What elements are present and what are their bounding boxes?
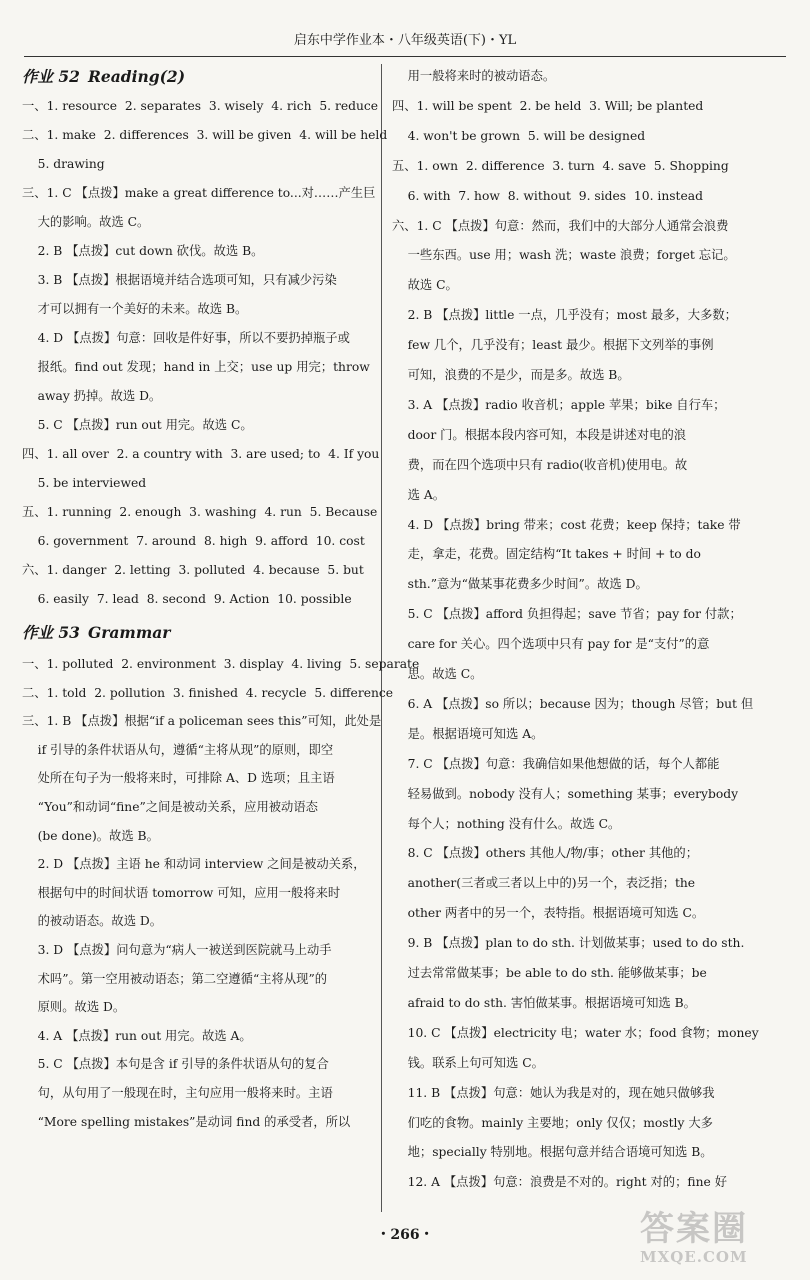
answer-line: 2. B 【点拨】cut down 砍伐。故选 B。 [22, 244, 264, 258]
answer-line: 术吗”。第一空用被动语态；第二空遵循“主将从现”的 [22, 971, 328, 986]
answer-line: 思。故选 C。 [392, 667, 483, 681]
answer-line: 5. C 【点拨】afford 负担得起；save 节省；pay for 付款； [392, 607, 742, 622]
answer-line: 是。根据语境可知选 A。 [392, 726, 544, 741]
answer-line: care for 关心。四个选项中只有 pay for 是“支付”的意 [392, 637, 710, 652]
page-number: ・266・ [376, 1227, 434, 1243]
answer-line: if 引导的条件状语从句，遵循“主将从现”的原则，即空 [22, 742, 334, 757]
answer-line: 才可以拥有一个美好的未来。故选 B。 [22, 302, 248, 316]
answer-line: 二、1. make 2. differences 3. will be given 4. will be held [22, 128, 388, 142]
answer-line: 4. A 【点拨】run out 用完。故选 A。 [22, 1028, 252, 1043]
answer-line: 过去常常做某事；be able to do sth. 能够做某事；be [392, 966, 707, 980]
answer-line: 12. A 【点拨】句意：浪费是不对的。right 对的；fine 好 [392, 1175, 727, 1190]
answer-line: 走，拿走，花费。固定结构“It takes + 时间 + to do [392, 547, 701, 562]
answer-line: 8. C 【点拨】others 其他人/物/事；other 其他的； [392, 846, 699, 861]
answer-line: 五、1. running 2. enough 3. washing 4. run 5. Because [22, 505, 378, 519]
column-divider [381, 64, 382, 1212]
answer-line: 一、1. resource 2. separates 3. wisely 4. rich 5. reduce [22, 99, 379, 113]
answer-line: 6. A 【点拨】so 所以；because 因为；though 尽管；but 但 [392, 696, 754, 711]
section-number: 作业 53 [22, 623, 80, 642]
answer-line: 六、1. danger 2. letting 3. polluted 4. because 5. but [22, 563, 364, 577]
answer-line: 的被动语态。故选 D。 [22, 914, 163, 929]
answer-line: 3. A 【点拨】radio 收音机；apple 苹果；bike 自行车； [392, 397, 726, 412]
answer-line: 钱。联系上句可知选 C。 [392, 1055, 544, 1070]
answer-line: 11. B 【点拨】句意：她认为我是对的，现在她只做够我 [392, 1085, 715, 1100]
answer-line: door 门。根据本段内容可知，本段是讲述对电的浪 [392, 427, 687, 442]
section-number: 作业 52 [22, 67, 80, 86]
section-title: Reading(2) [87, 67, 186, 86]
answer-line: “More spelling mistakes”是动词 find 的承受者，所以 [22, 1114, 351, 1129]
answer-line: 4. won't be grown 5. will be designed [392, 128, 646, 143]
answer-line: afraid to do sth. 害怕做某事。根据语境可知选 B。 [392, 995, 696, 1010]
answer-line: 原则。故选 D。 [22, 1000, 126, 1015]
answer-line: 一些东西。use 用；wash 洗；waste 浪费；forget 忘记。 [392, 248, 736, 263]
answer-line: 费，而在四个选项中只有 radio(收音机)使用电。故 [392, 457, 688, 472]
answer-line: 7. C 【点拨】句意：我确信如果他想做的话，每个人都能 [392, 756, 720, 771]
answer-line: 可知，浪费的不是少，而是多。故选 B。 [392, 368, 630, 382]
answer-line: 二、1. told 2. pollution 3. finished 4. recycle 5. difference [22, 685, 394, 700]
answer-line: 根据句中的时间状语 tomorrow 可知，应用一般将来时 [22, 885, 341, 900]
answer-line: 用一般将来时的被动语态。 [392, 69, 556, 83]
answer-line: other 两者中的另一个，表特指。根据语境可知选 C。 [392, 906, 705, 921]
answer-line: 三、1. B 【点拨】根据“if a policeman sees this”可知，此处是 [22, 714, 382, 729]
answer-line: 2. B 【点拨】little 一点，几乎没有；most 最多，大多数； [392, 308, 737, 323]
answer-line: 句，从句用了一般现在时，主句应用一般将来时。主语 [22, 1086, 333, 1100]
answer-line: 5. C 【点拨】本句是含 if 引导的条件状语从句的复合 [22, 1057, 329, 1072]
answer-line: 4. D 【点拨】bring 带来；cost 花费；keep 保持；take 带 [392, 517, 741, 532]
answer-line: 9. B 【点拨】plan to do sth. 计划做某事；used to do sth. [392, 936, 745, 951]
header-title: 启东中学作业本・八年级英语(下)・YL [293, 33, 517, 48]
answer-line: “You”和动词“fine”之间是被动关系，应用被动语态 [22, 800, 318, 814]
answer-line: 5. be interviewed [22, 476, 147, 490]
section-heading-52 [22, 66, 185, 88]
answer-line: sth.”意为“做某事花费多少时间”。故选 D。 [392, 577, 648, 592]
watermark-text: 答案圈 [640, 1209, 748, 1249]
answer-line: 地；specially 特别地。根据句意并结合语境可知选 B。 [392, 1145, 713, 1160]
answer-line: 6. government 7. around 8. high 9. afford 10. cost [22, 534, 365, 548]
answer-line: 4. D 【点拨】句意：回收是件好事，所以不要扔掉瓶子或 [22, 331, 350, 345]
answer-line: 报纸。find out 发现；hand in 上交；use up 用完；throw [22, 360, 370, 374]
section-heading-53 [22, 622, 170, 644]
answer-line: 大的影响。故选 C。 [22, 215, 150, 229]
watermark-domain: MXQE.COM [640, 1248, 748, 1266]
answer-line: 五、1. own 2. difference 3. turn 4. save 5. Shopping [392, 158, 729, 173]
answer-line: 5. C 【点拨】run out 用完。故选 C。 [22, 418, 253, 432]
answer-line: 选 A。 [392, 487, 446, 502]
answer-line: 10. C 【点拨】electricity 电；water 水；food 食物；money [392, 1025, 759, 1040]
answer-line: (be done)。故选 B。 [22, 828, 159, 843]
answer-line: another(三者或三者以上中的)另一个，表泛指；the [392, 876, 696, 891]
answer-line: 处所在句子为一般将来时，可排除 A、D 选项；且主语 [22, 771, 335, 786]
answer-line: 四、1. all over 2. a country with 3. are used; to 4. If you [22, 447, 380, 461]
answer-line: 3. D 【点拨】问句意为“病人一被送到医院就马上动手 [22, 943, 332, 957]
answer-line: 四、1. will be spent 2. be held 3. Will; be planted [392, 98, 704, 113]
answer-line: 轻易做到。nobody 没有人；something 某事；everybody [392, 786, 739, 801]
answer-line: 6. easily 7. lead 8. second 9. Action 10. possible [22, 592, 352, 606]
answer-line: 六、1. C 【点拨】句意：然而，我们中的大部分人通常会浪费 [392, 218, 729, 233]
answer-line: 5. drawing [22, 157, 105, 171]
answer-line: 3. B 【点拨】根据语境并结合选项可知，只有减少污染 [22, 273, 337, 287]
answer-line: 三、1. C 【点拨】make a great difference to...对……产生巨 [22, 186, 376, 200]
answer-line: 6. with 7. how 8. without 9. sides 10. instead [392, 188, 703, 203]
answer-line: 故选 C。 [392, 278, 458, 293]
section-title: Grammar [87, 623, 171, 642]
answer-line: 每个人；nothing 没有什么。故选 C。 [392, 816, 621, 831]
running-header [24, 30, 786, 57]
watermark-logo [640, 1210, 800, 1274]
answer-line: few 几个，几乎没有；least 最少。根据下文列举的事例 [392, 338, 714, 353]
answer-line: away 扔掉。故选 D。 [22, 389, 162, 403]
answer-line: 2. D 【点拨】主语 he 和动词 interview 之间是被动关系， [22, 857, 366, 872]
answer-line: 们吃的食物。mainly 主要地；only 仅仅；mostly 大多 [392, 1115, 713, 1130]
answer-line: 一、1. polluted 2. environment 3. display 4. living 5. separate [22, 657, 420, 671]
